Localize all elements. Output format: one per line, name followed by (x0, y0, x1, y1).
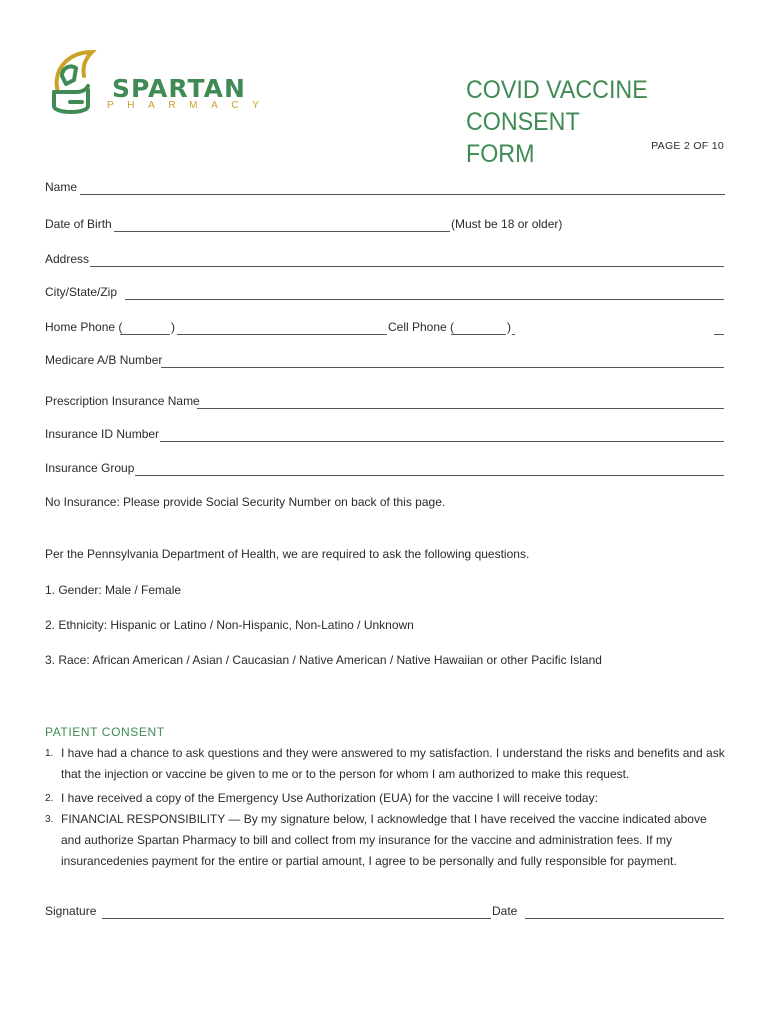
cell-phone-field-end[interactable] (714, 334, 724, 335)
no-insurance-note: No Insurance: Please provide Social Security Number on back of this page. (45, 495, 446, 509)
cell-phone-label: Cell Phone ( (388, 320, 455, 334)
consent-item-text: FINANCIAL RESPONSIBILITY — By my signature below, I acknowledge that I have received the vaccine indicated above and authorize Spartan Pharmacy to bill and collect from my insurance for the vaccine and administration fees. If my insurancedenies payment for the entire or partial amount, I agree to be personally and fully responsible for payment. (61, 812, 707, 868)
spartan-helmet-icon (48, 46, 108, 118)
consent-item-number: 1. (45, 748, 54, 759)
home-phone-label: Home Phone ( (45, 320, 123, 334)
insurance-id-label: Insurance ID Number (45, 427, 160, 441)
logo-subtitle: PHARMACY (107, 100, 273, 111)
page-number: PAGE 2 OF 10 (651, 140, 724, 152)
question-ethnicity[interactable]: 2. Ethnicity: Hispanic or Latino / Non-Hispanic, Non-Latino / Unknown (45, 618, 414, 632)
insurance-group-label: Insurance Group (45, 461, 135, 475)
address-field[interactable] (90, 266, 724, 267)
consent-item-number: 2. (45, 793, 54, 804)
form-title-line-1: COVID VACCINE CONSENT (466, 76, 648, 136)
address-label: Address (45, 252, 90, 266)
consent-item-text: I have received a copy of the Emergency Use Authorization (EUA) for the vaccine I will receive today: (61, 791, 598, 805)
form-title-line-2: FORM (466, 140, 535, 168)
cell-phone-area-field[interactable] (451, 334, 506, 335)
city-state-zip-field[interactable] (125, 299, 724, 300)
consent-item-1 (45, 743, 725, 785)
city-state-zip-label: City/State/Zip (45, 285, 118, 299)
signature-label: Signature (45, 904, 97, 918)
consent-item-2 (45, 788, 725, 809)
consent-item-number: 3. (45, 814, 54, 825)
form-title (466, 74, 717, 170)
name-label: Name (45, 180, 78, 194)
questions-intro: Per the Pennsylvania Department of Health, we are required to ask the following questions. (45, 547, 530, 561)
signature-field[interactable] (102, 918, 491, 919)
home-phone-close: ) (171, 320, 175, 334)
date-label: Date (492, 904, 518, 918)
cell-phone-field-start[interactable] (512, 334, 515, 335)
consent-item-3 (45, 809, 725, 872)
insurance-id-field[interactable] (160, 441, 724, 442)
rx-insurance-field[interactable] (197, 408, 724, 409)
date-field[interactable] (525, 918, 724, 919)
name-field[interactable] (80, 194, 725, 195)
consent-item-text: I have had a chance to ask questions and they were answered to my satisfaction. I understand the risks and benefits and ask that the injection or vaccine be given to me or to the person for whom I am authorized to make this request. (61, 746, 725, 781)
question-gender[interactable]: 1. Gender: Male / Female (45, 583, 182, 597)
insurance-group-field[interactable] (135, 475, 724, 476)
patient-consent-heading: PATIENT CONSENT (45, 725, 165, 739)
home-phone-area-field[interactable] (120, 334, 170, 335)
spartan-pharmacy-logo (48, 46, 273, 118)
rx-insurance-label: Prescription Insurance Name (45, 394, 200, 408)
logo-wordmark: SPARTAN (112, 74, 246, 103)
medicare-field[interactable] (161, 367, 724, 368)
dob-label: Date of Birth (45, 217, 112, 231)
dob-age-note: (Must be 18 or older) (451, 217, 563, 231)
cell-phone-close: ) (507, 320, 511, 334)
dob-field[interactable] (114, 231, 450, 232)
question-race[interactable]: 3. Race: African American / Asian / Caucasian / Native American / Native Hawaiian or other Pacific Island (45, 653, 602, 667)
medicare-label: Medicare A/B Number (45, 353, 163, 367)
home-phone-field[interactable] (177, 334, 387, 335)
